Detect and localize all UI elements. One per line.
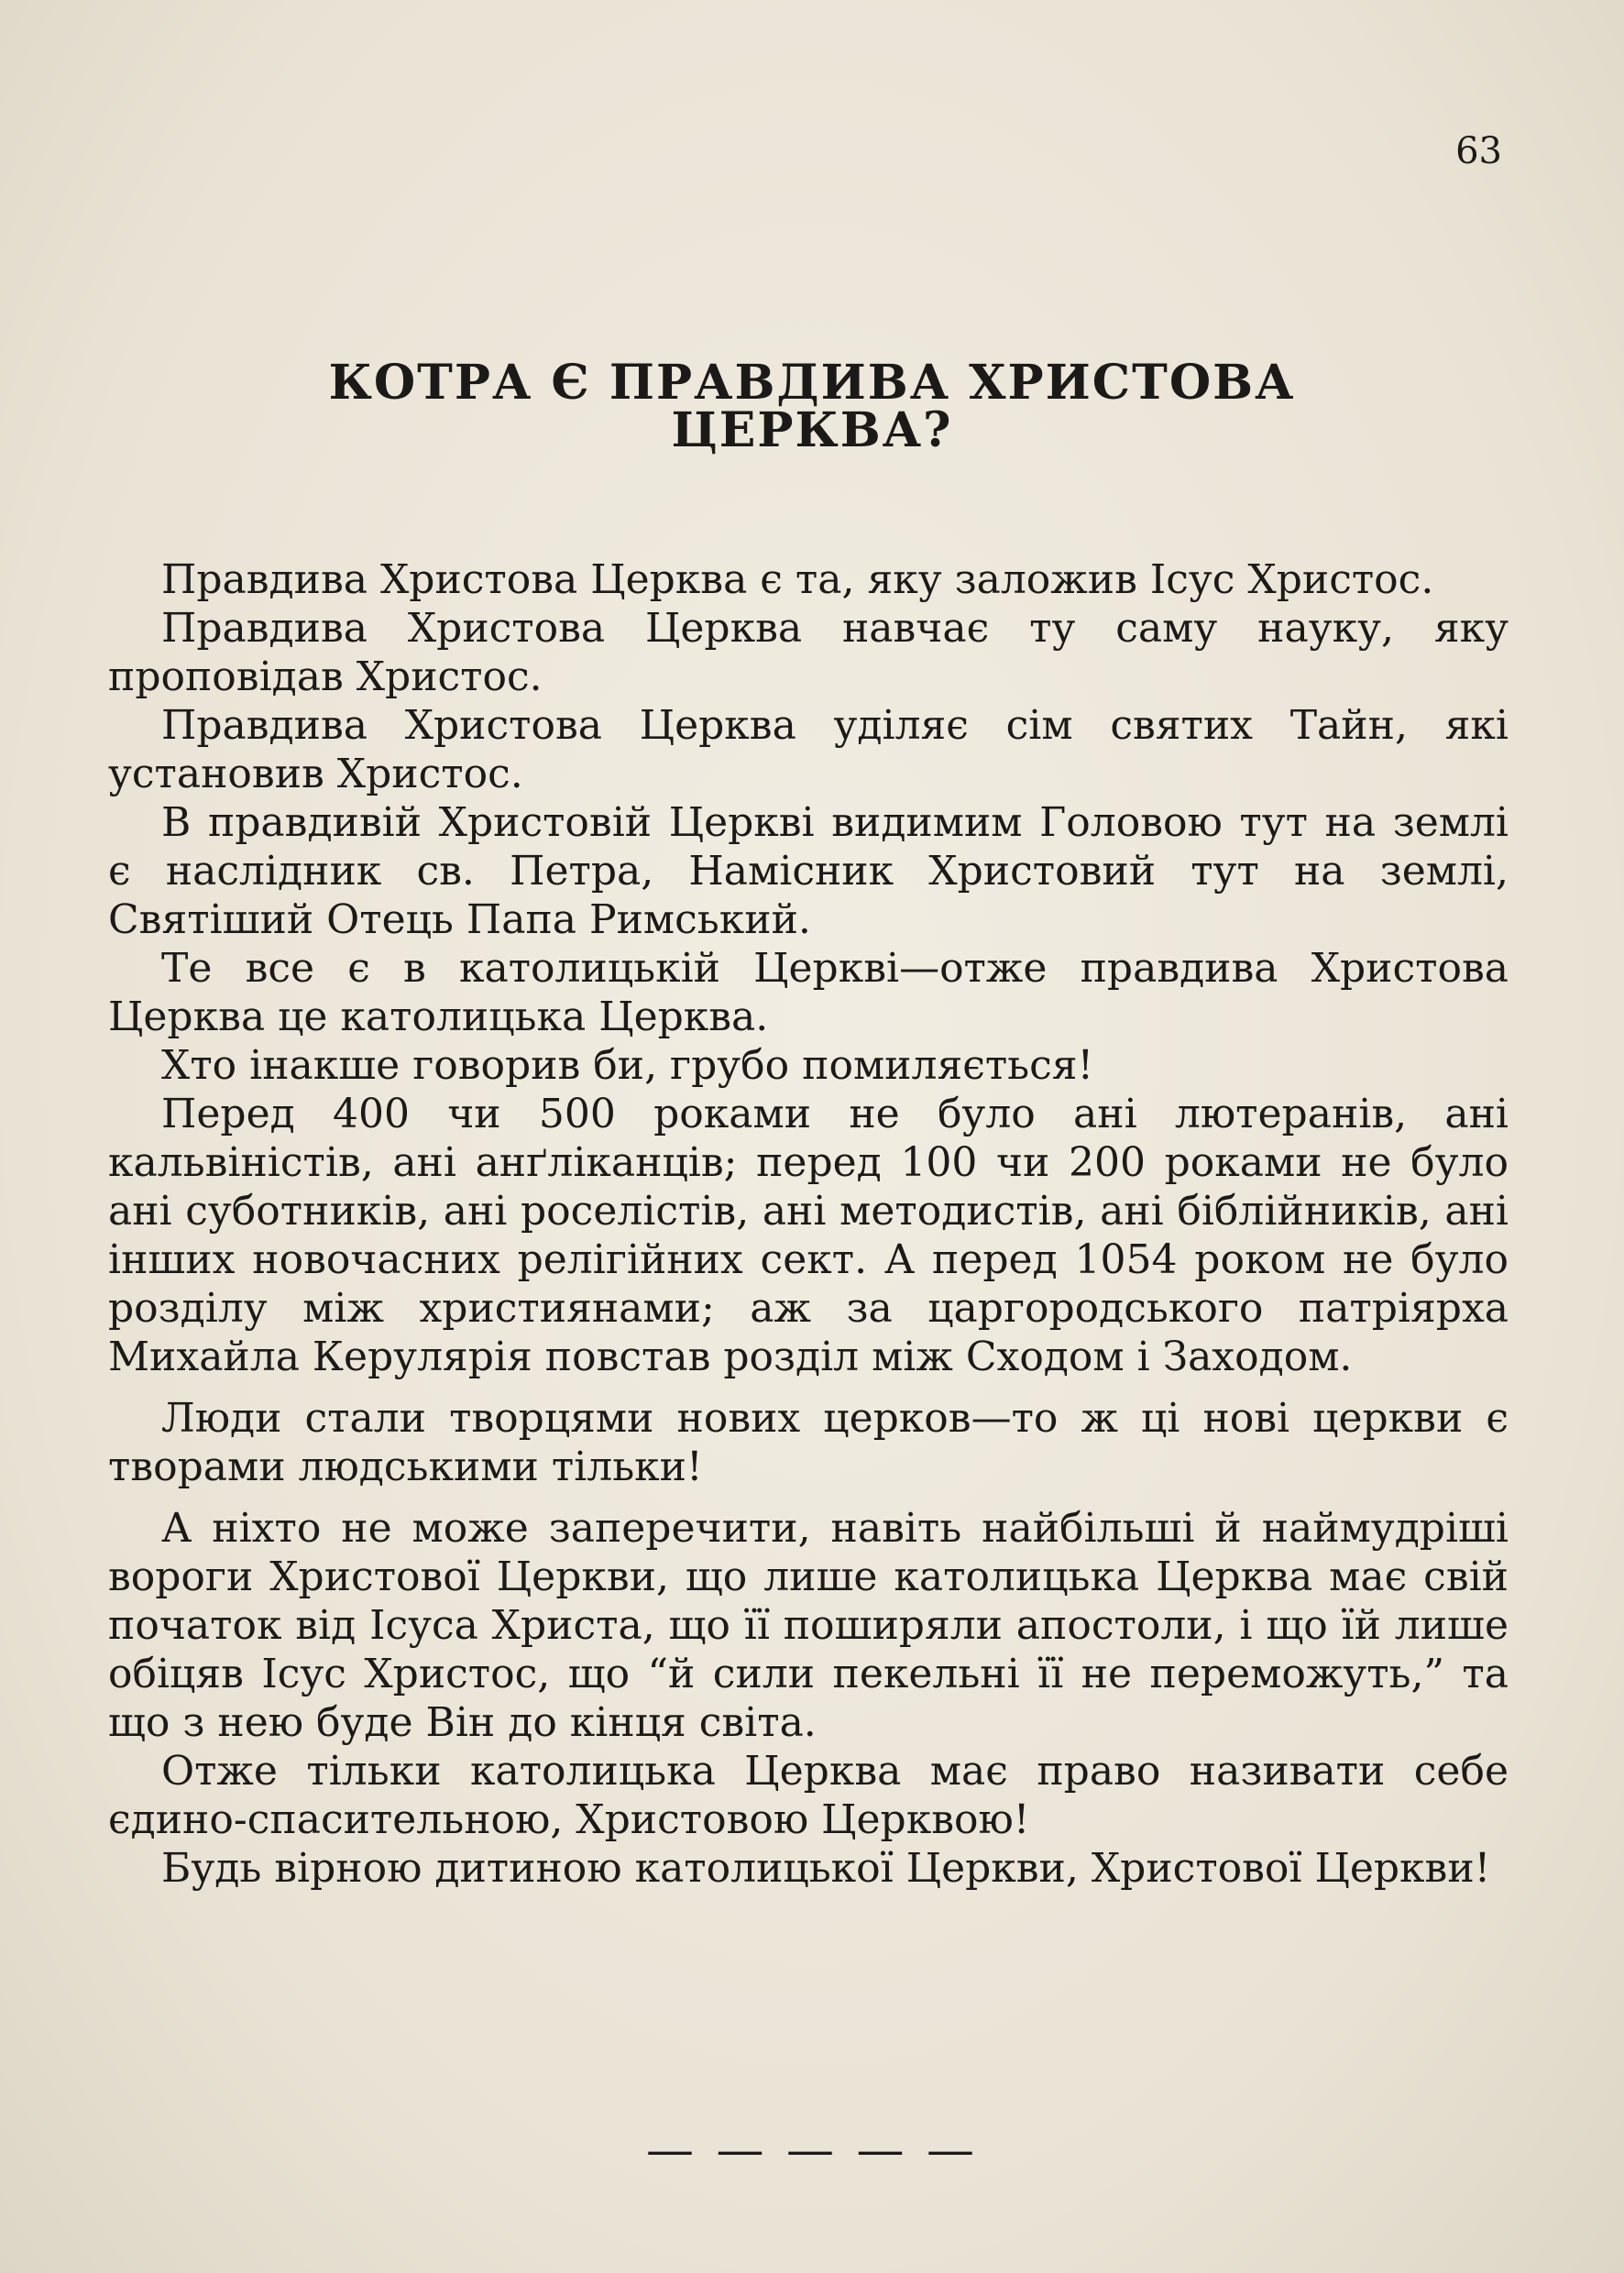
paragraph: Хто інакше говорив би, грубо помиляється! (161, 1042, 1094, 1089)
paragraph: Будь вірною дитиною католицької Церкви, Христової Церкви! (161, 1845, 1491, 1892)
paragraph: А ніхто не може заперечити, навіть найбільші й наймудріші вороги Христової Церкви, що лише католицька Церква має свій початок від Ісуса Христа, що її поширяли апостоли, і що їй лише обіцяв Ісус Христос, що “й сили пекельні її не переможуть,” та що з нею буде Він до кінця світа. (108, 1505, 1509, 1746)
chapter-title-line-2: ЦЕРКВА? (671, 402, 953, 458)
paragraph: Правдива Христова Церква навчає ту саму науку, яку проповідав Христос. (108, 605, 1509, 700)
paragraph: В правдивій Христовій Церкві видимим Головою тут на землі є наслідник св. Петра, Намісник Христовий тут на землі, Святіший Отець Папа Римський. (108, 799, 1509, 943)
paragraph: Перед 400 чи 500 роками не було ані лютеранів, ані кальвіністів, ані анґліканців; перед 100 чи 200 роками не було ані суботників, ані роселістів, ані методистів, ані біблійників, ані інших новочасних релігійних сект. А перед 1054 роком не було розділу між християнами; аж за царгородського патріярха Михайла Керулярія повстав розділ між Сходом і Заходом. (108, 1091, 1509, 1380)
paragraph: Правдива Христова Церква є та, яку заложив Ісус Христос. (161, 556, 1434, 603)
chapter-title-line-1: КОТРА Є ПРАВДИВА ХРИСТОВА (328, 355, 1296, 411)
body-text (108, 555, 1509, 1893)
paragraph: Отже тільки католицька Церква має право називати себе єдино-спасительною, Христовою Церквою! (108, 1748, 1509, 1843)
section-separator: — — — — — (645, 2123, 979, 2178)
paragraph: Правдива Христова Церква уділяє сім святих Тайн, які установив Христос. (108, 702, 1509, 797)
page-number: 63 (1455, 130, 1502, 172)
chapter-title (0, 355, 1624, 458)
paragraph: Те все є в католицькій Церкві—отже правдива Христова Церква це католицька Церква. (108, 945, 1509, 1040)
paragraph: Люди стали творцями нових церков—то ж ці нові церкви є творами людськими тільки! (108, 1395, 1509, 1490)
